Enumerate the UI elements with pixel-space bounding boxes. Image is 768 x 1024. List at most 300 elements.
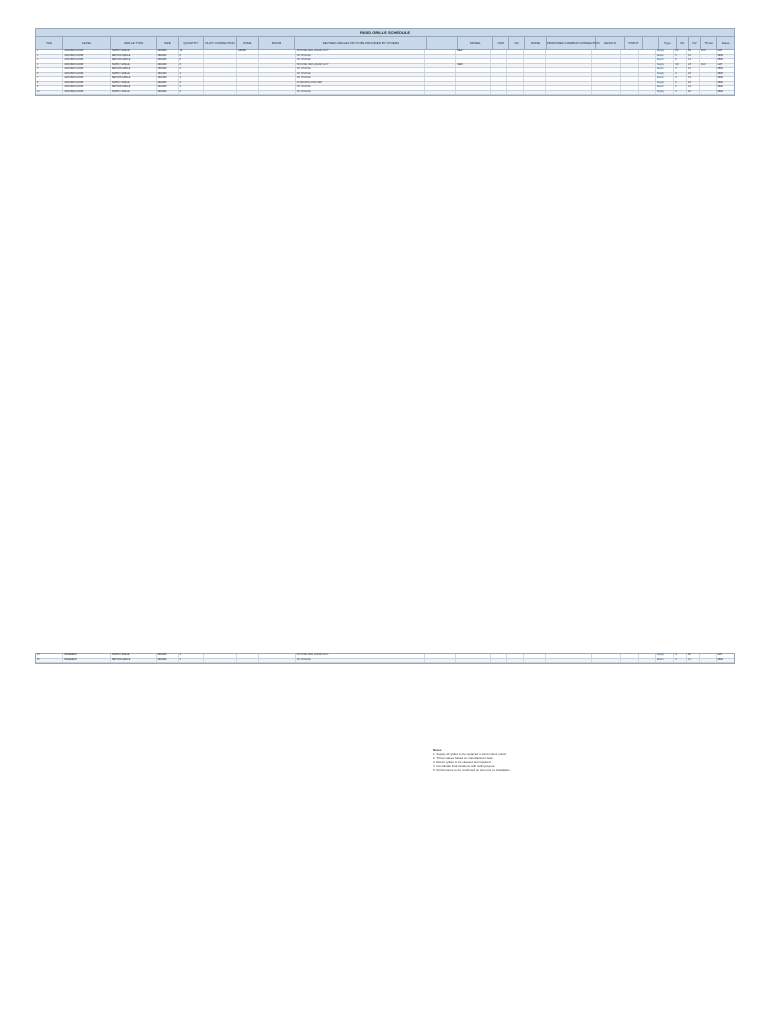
table-cell: BASEMENT <box>63 659 110 663</box>
table-cell: 8 <box>36 82 63 86</box>
table-cell <box>621 654 639 658</box>
table-cell: GROUND FLOOR <box>63 86 110 90</box>
table-cell <box>456 82 491 86</box>
table-cell: 8 <box>179 59 205 63</box>
table-cell: SUPPLY GRILLE <box>111 82 157 86</box>
table-cell: 3 <box>36 59 63 63</box>
notes-list <box>433 752 633 772</box>
table-cell: 2 <box>36 55 63 59</box>
table-cell: 600x600 <box>157 50 179 54</box>
table-cell <box>259 73 296 77</box>
table-cell: 54 <box>36 654 63 658</box>
table-cell: 3 <box>674 68 687 72</box>
table-cell <box>700 55 717 59</box>
table-cell <box>425 654 456 658</box>
header-cell: ROOM <box>259 37 296 49</box>
table-cell <box>546 654 592 658</box>
table-cell: Supply <box>656 50 674 54</box>
table-cell: NEW <box>456 64 491 68</box>
table-cell: MMC <box>717 86 724 88</box>
table-cell: 600x600 <box>157 68 179 72</box>
table-cell: SUPPLY GRILLE <box>111 50 157 54</box>
table-cell: MMC <box>717 72 724 75</box>
header-cell: MODEL <box>458 37 493 49</box>
table-cell <box>507 91 524 95</box>
header-cell: DUCT CONNECTION <box>204 37 237 49</box>
table-cell <box>639 73 656 77</box>
table-cell <box>204 654 237 658</box>
table-cell <box>700 68 717 72</box>
table-cell <box>237 64 259 68</box>
table-cell: Return <box>656 86 674 90</box>
table-cell <box>425 64 456 68</box>
table-cell: NO CHANGE <box>296 77 425 81</box>
table-cell <box>491 68 508 72</box>
table-cell <box>700 91 717 95</box>
header-cell: LENGTH <box>596 37 625 49</box>
table-cell <box>524 55 546 59</box>
table-cell: 55 <box>36 659 63 663</box>
table-cell <box>621 64 639 68</box>
table-cell: 9 <box>36 86 63 90</box>
table-cell <box>639 86 656 90</box>
table-cell: MMC <box>717 54 724 57</box>
header-cell: PA <box>677 37 689 49</box>
table-cell: Return <box>656 77 674 81</box>
table-cell: 2 <box>179 82 205 86</box>
table-cell <box>425 86 456 90</box>
table-cell: GROUND FLOOR <box>63 68 110 72</box>
header-cell: Type <box>659 37 677 49</box>
table-cell <box>456 73 491 77</box>
table-cell: 14 <box>687 659 700 663</box>
table-cell: 600x600 <box>157 86 179 90</box>
table-cell <box>456 659 491 663</box>
table-cell <box>491 654 508 658</box>
table-cell <box>592 55 621 59</box>
table-cell: 4 <box>179 68 205 72</box>
table-cell: 4 <box>179 659 205 663</box>
table-cell: 10.0 <box>700 50 717 54</box>
table-cell: 4 <box>179 73 205 77</box>
table-cell <box>592 91 621 95</box>
table-cell <box>639 64 656 68</box>
note-item: 1. Supply air grilles to be replaced in kind unless noted. <box>433 752 507 756</box>
table-cell: PROVIDE NEW LINEAR SLOT <box>296 654 425 658</box>
table-cell <box>456 77 491 81</box>
table-cell: 5 <box>36 68 63 72</box>
table-cell <box>621 50 639 54</box>
table-cell: Return <box>656 59 674 63</box>
table-cell: SUPPLY GRILLE <box>111 654 157 658</box>
table-cell <box>592 50 621 54</box>
table-cell: Supply <box>656 654 674 658</box>
table-cell: GROUND FLOOR <box>63 82 110 86</box>
table-cell <box>507 55 524 59</box>
table-cell <box>546 77 592 81</box>
table-cell: 3 <box>674 659 687 663</box>
table-cell <box>507 73 524 77</box>
table-cell: 3 <box>674 77 687 81</box>
table-cell: GROUND FLOOR <box>63 55 110 59</box>
table-cell: RETURN GRILLE <box>111 55 157 59</box>
header-cell: Notes <box>721 41 730 45</box>
table-cell <box>425 59 456 63</box>
table-body <box>36 50 734 95</box>
table-cell <box>237 91 259 95</box>
table-cell <box>425 91 456 95</box>
table-cell <box>507 50 524 54</box>
table-cell <box>700 659 717 663</box>
table-cell <box>639 659 656 663</box>
schedule-title: RIGID GRILLE SCHEDULE <box>36 29 734 37</box>
header-cell: PROPOSED COMMON CONNECTION <box>547 37 596 49</box>
table-cell <box>456 55 491 59</box>
table-cell: 4 <box>179 77 205 81</box>
table-cell <box>546 73 592 77</box>
notes-block <box>433 748 633 772</box>
grille-schedule-table <box>35 28 735 96</box>
table-cell <box>204 82 237 86</box>
table-cell <box>456 86 491 90</box>
table-cell <box>592 77 621 81</box>
table-cell <box>621 55 639 59</box>
note-item: 4. Coordinate final locations with ceiling layout. <box>433 764 496 768</box>
table-cell: Return <box>656 68 674 72</box>
table-cell <box>621 68 639 72</box>
header-cell: NV <box>689 37 701 49</box>
table-cell: GROUND FLOOR <box>63 59 110 63</box>
table-cell <box>700 73 717 77</box>
table-cell <box>524 91 546 95</box>
table-cell <box>237 55 259 59</box>
table-cell: 4 <box>179 654 205 658</box>
header-cell <box>643 37 659 49</box>
table-cell <box>491 55 508 59</box>
table-cell <box>456 91 491 95</box>
table-cell: 8 <box>179 55 205 59</box>
table-cell: 600x600 <box>157 654 179 658</box>
table-cell: 4 <box>674 654 687 658</box>
table-cell <box>546 55 592 59</box>
table-cell <box>639 91 656 95</box>
table-row <box>36 659 734 664</box>
table-cell <box>592 654 621 658</box>
header-cell: GRILLE TYPE <box>111 37 157 49</box>
table-cell: 600x600 <box>157 91 179 95</box>
table-cell <box>507 654 524 658</box>
table-cell: 14 <box>687 77 700 81</box>
table-cell: 3.0 <box>674 64 687 68</box>
table-cell <box>259 77 296 81</box>
table-cell: 14 <box>687 55 700 59</box>
table-cell: GAT <box>717 50 723 52</box>
table-cell: 300x300 <box>157 73 179 77</box>
table-cell: SUPPLY GRILLE <box>111 64 157 68</box>
table-cell: GROUND FLOOR <box>63 73 110 77</box>
table-cell: 4 <box>674 91 687 95</box>
table-cell <box>259 91 296 95</box>
table-cell <box>639 77 656 81</box>
table-cell: NO CHANGE <box>296 659 425 663</box>
table-cell <box>700 77 717 81</box>
table-cell <box>425 77 456 81</box>
table-cell <box>524 50 546 54</box>
table-cell: MMC <box>717 59 724 61</box>
table-cell: RETURN GRILLE <box>111 86 157 90</box>
table-cell: GAT <box>717 654 723 656</box>
table-cell <box>592 86 621 90</box>
table-cell <box>237 654 259 658</box>
table-cell <box>621 659 639 663</box>
table-cell <box>524 68 546 72</box>
table-cell: GROUND FLOOR <box>63 77 110 81</box>
table-cell: 16 <box>179 50 205 54</box>
table-cell <box>592 73 621 77</box>
table-cell: Supply <box>656 91 674 95</box>
table-cell <box>524 654 546 658</box>
notes-title: Notes: <box>433 748 443 752</box>
table-cell: 10.0 <box>700 64 717 68</box>
table-cell <box>456 59 491 63</box>
table-row <box>36 91 734 96</box>
table-cell <box>621 86 639 90</box>
table-cell <box>237 659 259 663</box>
table-cell: 0.0 <box>674 50 687 54</box>
table-cell: 14 <box>687 59 700 63</box>
table-cell: SUPPLY GRILLE <box>111 73 157 77</box>
table-cell: 22 <box>687 654 700 658</box>
table-cell <box>237 73 259 77</box>
header-cell: ZONE <box>237 37 259 49</box>
table-cell <box>507 59 524 63</box>
note-item: 3. Return grilles to be cleaned and retained. <box>433 760 492 764</box>
header-cell <box>427 37 458 49</box>
table-cell: 2 <box>179 91 205 95</box>
table-body-continued <box>36 654 734 663</box>
table-cell <box>621 77 639 81</box>
table-cell <box>546 50 592 54</box>
table-cell <box>546 659 592 663</box>
table-cell <box>507 86 524 90</box>
table-cell <box>592 64 621 68</box>
table-cell: 8 <box>179 64 205 68</box>
table-cell <box>491 82 508 86</box>
table-cell <box>425 659 456 663</box>
table-cell <box>237 68 259 72</box>
table-cell: RETURN GRILLE <box>111 68 157 72</box>
table-cell: NO CHANGE <box>296 68 425 72</box>
table-cell <box>204 77 237 81</box>
table-cell <box>546 68 592 72</box>
table-cell: 4 <box>36 64 63 68</box>
table-cell <box>259 86 296 90</box>
table-cell: Supply <box>656 82 674 86</box>
table-cell <box>700 654 717 658</box>
table-cell: 22 <box>687 73 700 77</box>
table-cell <box>491 659 508 663</box>
table-cell <box>259 55 296 59</box>
table-cell: RETURN GRILLE <box>111 659 157 663</box>
table-cell: 14 <box>687 86 700 90</box>
table-cell: 1 <box>36 50 63 54</box>
header-cell: NOISE <box>525 37 547 49</box>
table-cell <box>456 654 491 658</box>
table-cell <box>524 73 546 77</box>
table-cell: NO CHANGE <box>296 59 425 63</box>
table-cell: 23 <box>687 64 700 68</box>
table-cell <box>425 73 456 77</box>
table-cell <box>524 86 546 90</box>
table-cell: GAT <box>717 63 723 66</box>
table-cell <box>204 59 237 63</box>
table-cell: MMC <box>717 90 724 93</box>
table-cell <box>507 64 524 68</box>
table-cell <box>425 50 456 54</box>
grille-schedule-table-continued <box>35 653 735 664</box>
table-cell <box>507 77 524 81</box>
table-cell: 14 <box>687 68 700 72</box>
table-cell: PROVIDE NEW LINEAR SLOT <box>296 64 425 68</box>
table-cell: GROUND FLOOR <box>63 91 110 95</box>
table-cell <box>204 73 237 77</box>
table-cell <box>507 82 524 86</box>
table-cell <box>259 50 296 54</box>
table-cell <box>425 68 456 72</box>
table-cell <box>592 659 621 663</box>
table-cell: Return <box>656 659 674 663</box>
table-cell: 600x600 <box>157 64 179 68</box>
table-cell: 22 <box>687 82 700 86</box>
table-cell <box>425 55 456 59</box>
table-cell <box>639 654 656 658</box>
table-cell <box>592 59 621 63</box>
table-cell: BASEMENT <box>63 654 110 658</box>
table-cell: Return <box>656 55 674 59</box>
header-cell: REVISED GRILLES OR TO BE PROVIDED BY OTHERS <box>295 37 427 49</box>
table-cell <box>507 659 524 663</box>
table-cell <box>204 86 237 90</box>
table-cell <box>491 73 508 77</box>
table-cell: 600x600 <box>157 59 179 63</box>
table-cell <box>546 91 592 95</box>
table-cell: Supply <box>656 64 674 68</box>
table-cell <box>237 77 259 81</box>
table-cell: DIN300 <box>237 50 259 54</box>
table-cell: 3 <box>674 86 687 90</box>
table-cell: RETURN GRILLE <box>111 77 157 81</box>
table-cell: NEW <box>456 50 491 54</box>
table-cell <box>524 82 546 86</box>
table-cell: PROVIDE NEW LINEAR SLOT <box>296 50 425 54</box>
table-cell <box>237 82 259 86</box>
table-cell <box>237 59 259 63</box>
table-cell <box>546 86 592 90</box>
header-cell: QUANTITY <box>179 37 204 49</box>
table-cell: GROUND FLOOR <box>63 64 110 68</box>
table-cell <box>259 68 296 72</box>
table-cell <box>507 68 524 72</box>
table-cell <box>700 86 717 90</box>
table-cell <box>204 659 237 663</box>
table-cell: 300x300 <box>157 77 179 81</box>
table-cell <box>456 68 491 72</box>
table-cell <box>259 82 296 86</box>
table-cell <box>639 68 656 72</box>
header-cell: LEVEL <box>63 37 111 49</box>
table-cell <box>491 64 508 68</box>
table-cell: 600x600 <box>157 55 179 59</box>
table-cell: 5 <box>674 82 687 86</box>
table-cell <box>259 654 296 658</box>
table-cell <box>621 59 639 63</box>
table-cell <box>204 64 237 68</box>
table-cell <box>700 59 717 63</box>
table-cell <box>259 64 296 68</box>
table-cell <box>700 82 717 86</box>
table-cell <box>524 659 546 663</box>
table-cell: MMC <box>717 81 724 84</box>
table-cell: GROUND FLOOR <box>63 50 110 54</box>
table-cell: NO CHANGE <box>296 86 425 90</box>
table-cell <box>621 91 639 95</box>
table-cell: 10 <box>36 91 63 95</box>
table-cell: MMC <box>717 68 724 70</box>
table-cell: Supply <box>656 73 674 77</box>
table-cell <box>546 59 592 63</box>
note-item: 5. Performance to be confirmed on site prior to installation. <box>433 768 511 772</box>
table-cell <box>546 64 592 68</box>
table-cell: 600x600 <box>157 82 179 86</box>
table-cell <box>425 82 456 86</box>
table-cell <box>259 59 296 63</box>
table-cell <box>204 55 237 59</box>
table-cell <box>491 77 508 81</box>
table-cell <box>204 50 237 54</box>
table-cell <box>259 659 296 663</box>
table-cell <box>639 55 656 59</box>
header-cell: STRUT <box>625 37 643 49</box>
table-cell: 7 <box>36 77 63 81</box>
table-cell <box>204 91 237 95</box>
table-cell: 6 <box>36 73 63 77</box>
table-cell: MMC <box>717 658 724 661</box>
table-cell <box>491 86 508 90</box>
table-cell: 5 <box>674 59 687 63</box>
table-cell: NO CHANGE <box>296 91 425 95</box>
table-cell <box>524 64 546 68</box>
header-cell: Throw <box>701 37 717 49</box>
table-cell: NO CHANGE <box>296 55 425 59</box>
table-cell <box>621 82 639 86</box>
table-cell <box>639 50 656 54</box>
table-cell <box>639 59 656 63</box>
table-header-row <box>36 37 734 50</box>
table-cell <box>491 59 508 63</box>
table-cell: 80 <box>687 50 700 54</box>
table-cell: SUPPLY GRILLE <box>111 91 157 95</box>
table-cell: ALTERNATE DIFFUSER <box>296 82 425 86</box>
table-cell <box>491 50 508 54</box>
header-cell: NC <box>509 37 525 49</box>
table-cell: 4 <box>674 73 687 77</box>
header-cell: SIZE <box>157 37 179 49</box>
table-cell <box>237 86 259 90</box>
table-cell: 600x600 <box>157 659 179 663</box>
table-cell <box>592 68 621 72</box>
table-cell <box>524 59 546 63</box>
table-cell: NO CHANGE <box>296 73 425 77</box>
